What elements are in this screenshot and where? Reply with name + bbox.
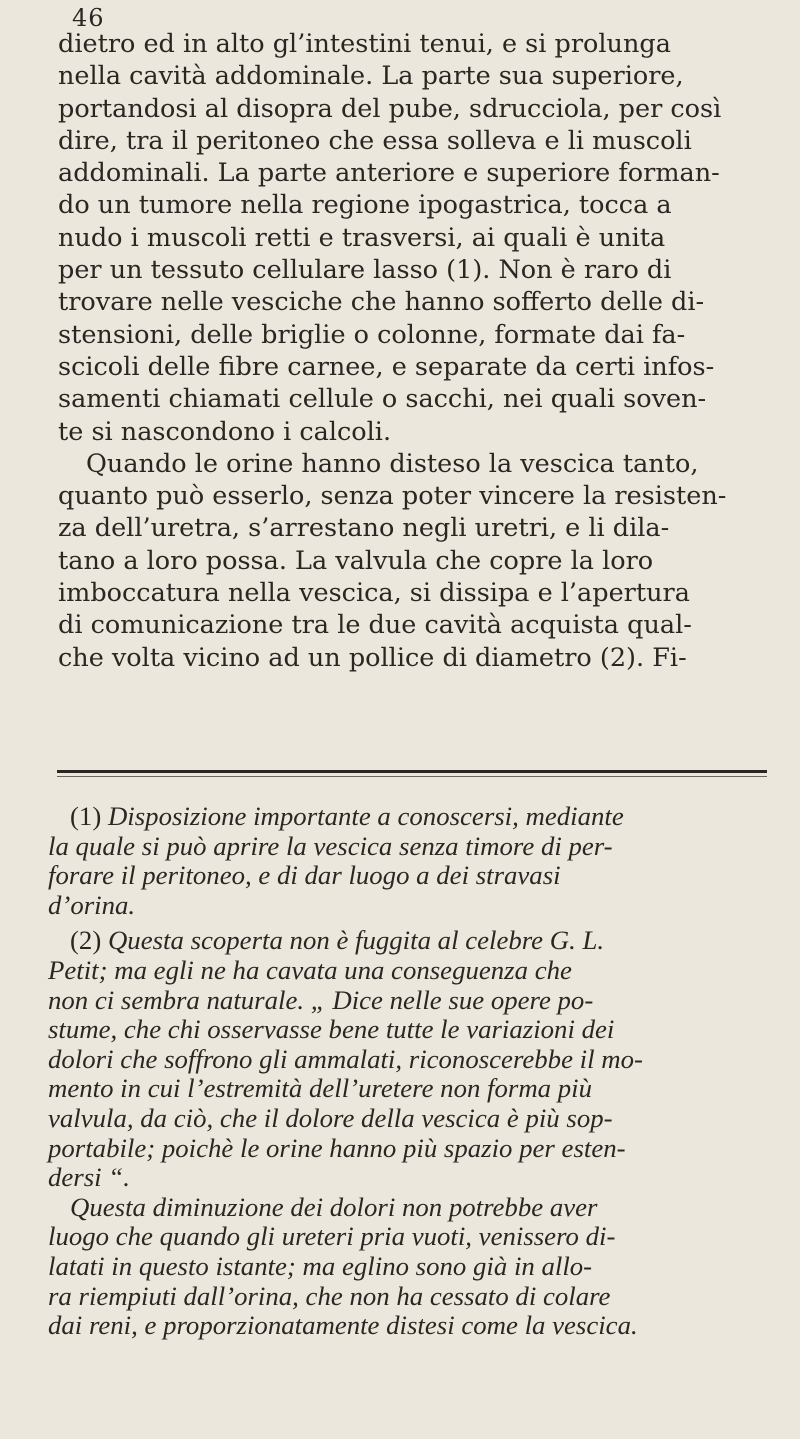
footnote-line: latati in questo istante; ma eglino sono già in allo- xyxy=(48,1250,593,1281)
footnote-line: mento in cui l’estremità dell’uretere non forma più xyxy=(48,1073,593,1104)
footnote-separator-rule xyxy=(57,770,767,773)
text-line: addominali. La parte anteriore e superiore forman- xyxy=(58,158,720,189)
footnote-2-first-line xyxy=(48,926,768,956)
page-number: 46 xyxy=(72,4,105,32)
text-line: za dell’uretra, s’arrestano negli uretri, e li dila- xyxy=(58,513,670,544)
text-line: per un tessuto cellulare lasso (1). Non è raro di xyxy=(58,255,672,286)
text-line: dire, tra il peritoneo che essa solleva e li muscoli xyxy=(58,125,692,156)
text-line: portandosi al disopra del pube, sdrucciola, per così xyxy=(58,93,722,124)
text-line: samenti chiamati cellule o sacchi, nei quali soven- xyxy=(58,384,707,415)
footnote-line: Petit; ma egli ne ha cavata una conseguenza che xyxy=(48,954,572,985)
footnote-line: d’orina. xyxy=(48,889,136,920)
text-line: scicoli delle fibre carnee, e separate da certi infos- xyxy=(58,351,715,382)
footnote-line: ra riempiuti dall’orina, che non ha cessato di colare xyxy=(48,1280,611,1311)
text-line: te si nascondono i calcoli. xyxy=(58,416,392,447)
footnote-text: Questa scoperta non è fuggita al celebre G. L. xyxy=(107,925,605,956)
text-line: trovare nelle vesciche che hanno sofferto delle di- xyxy=(58,287,705,318)
footnote-marker: (2) xyxy=(70,925,102,956)
footnotes-block xyxy=(48,802,768,1341)
footnote-line: forare il peritoneo, e di dar luogo a dei stravasi xyxy=(48,860,561,891)
text-line: nella cavità addominale. La parte sua superiore, xyxy=(58,61,684,92)
text-line: do un tumore nella regione ipogastrica, tocca a xyxy=(58,190,672,221)
text-line: che volta vicino ad un pollice di diametro (2). Fi- xyxy=(58,642,687,673)
text-line: tano a loro possa. La valvula che copre la loro xyxy=(58,545,654,576)
footnote-line: luogo che quando gli ureteri pria vuoti, venissero di- xyxy=(48,1221,616,1252)
footnote-line: stume, che chi osservasse bene tutte le variazioni dei xyxy=(48,1014,615,1045)
footnote-line: dai reni, e proporzionatamente distesi come la vescica. xyxy=(48,1310,638,1341)
main-text-block xyxy=(58,28,768,674)
footnote-line: dolori che soffrono gli ammalati, riconoscerebbe il mo- xyxy=(48,1043,643,1074)
text-line: imboccatura nella vescica, si dissipa e l’apertura xyxy=(58,578,690,609)
text-line: di comunicazione tra le due cavità acquista qual- xyxy=(58,610,692,641)
footnote-line: portabile; poichè le orine hanno più spazio per esten- xyxy=(48,1132,626,1163)
footnote-line: dersi “. xyxy=(48,1162,130,1193)
footnote-line: valvula, da ciò, che il dolore della vescica è più sop- xyxy=(48,1102,613,1133)
paragraph-start-line: Quando le orine hanno disteso la vescica tanto, xyxy=(86,448,699,479)
footnote-paragraph-start-line: Questa diminuzione dei dolori non potrebbe aver xyxy=(70,1191,598,1222)
text-line: quanto può esserlo, senza poter vincere la resisten- xyxy=(58,481,727,512)
footnote-marker: (1) xyxy=(70,801,102,831)
footnote-1-first-line xyxy=(48,802,768,832)
footnote-text: Disposizione importante a conoscersi, mediante xyxy=(107,801,624,831)
text-line: dietro ed in alto gl’intestini tenui, e si prolunga xyxy=(58,29,671,59)
footnote-line: la quale si può aprire la vescica senza timore di per- xyxy=(48,830,613,861)
footnote-line: non ci sembra naturale. „ Dice nelle sue opere po- xyxy=(48,984,594,1015)
text-line: stensioni, delle briglie o colonne, formate dai fa- xyxy=(58,319,686,350)
text-line: nudo i muscoli retti e trasversi, ai quali è unita xyxy=(58,222,666,253)
